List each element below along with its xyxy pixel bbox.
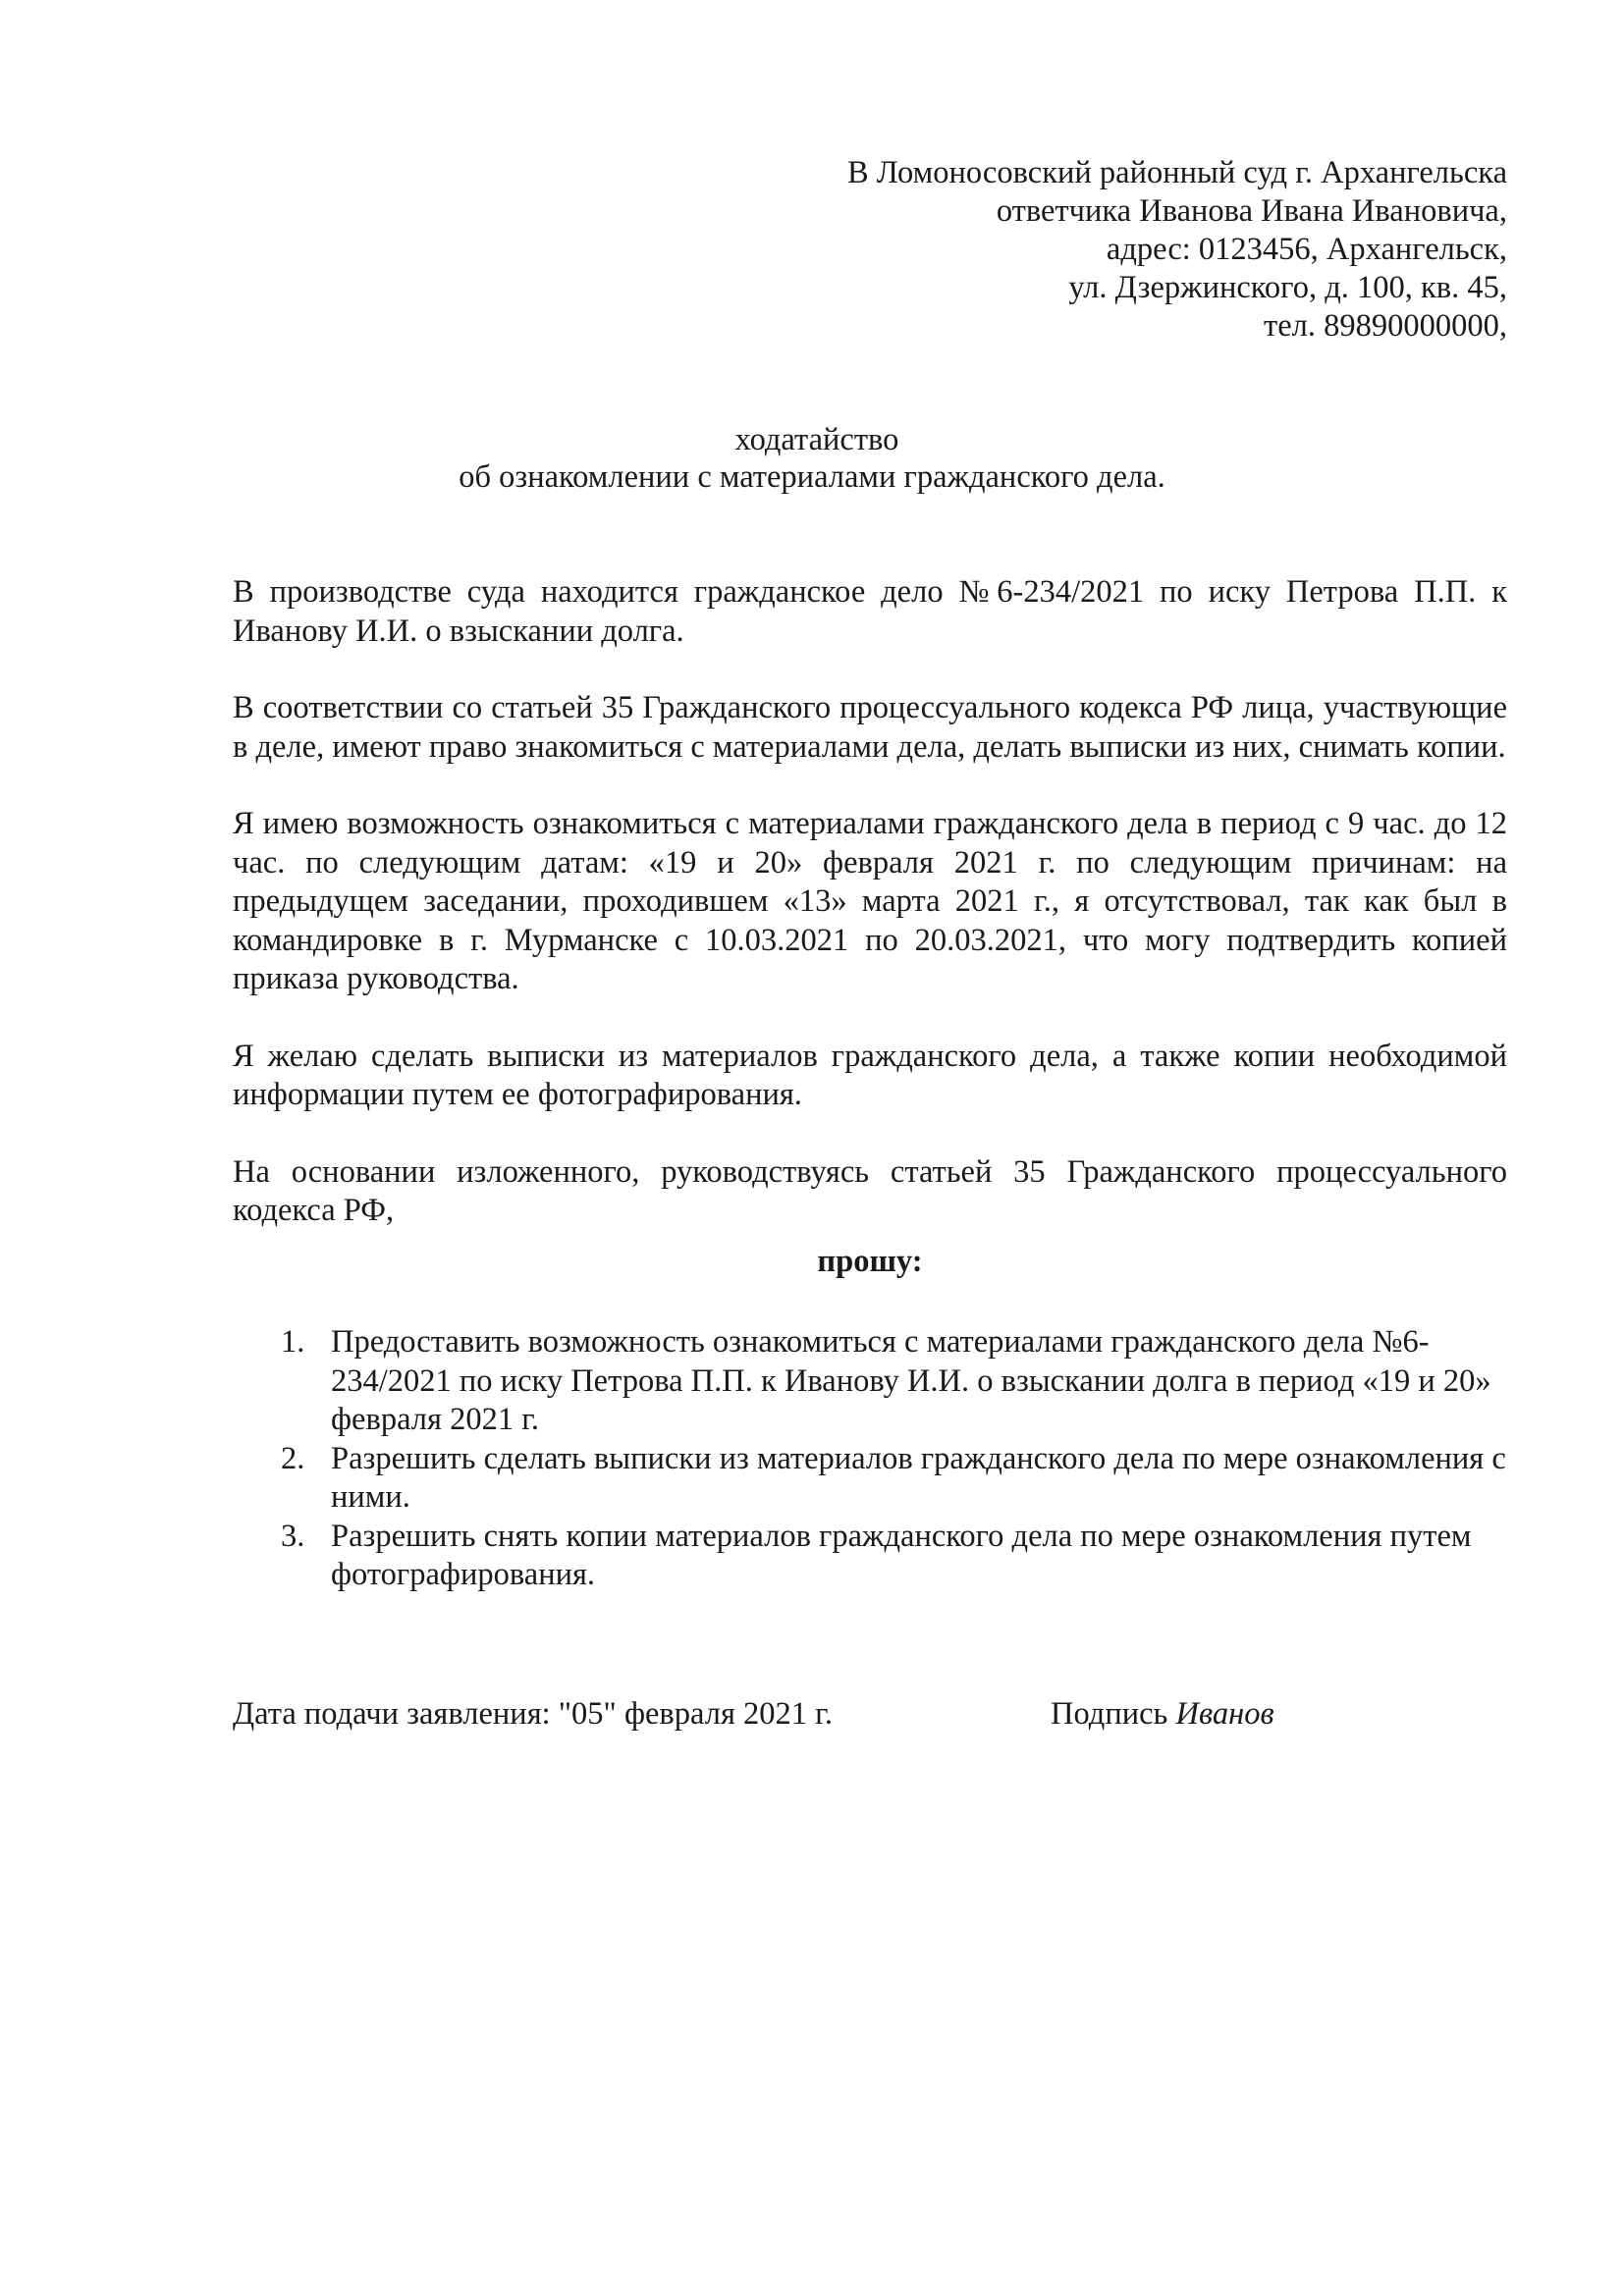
title-line-1: ходатайство: [734, 422, 899, 457]
document-title: [0, 421, 1624, 496]
signature-block: [1051, 1695, 1274, 1735]
list-item-number: 3.: [281, 1518, 305, 1554]
signature: Иванов: [1175, 1696, 1274, 1732]
addressee-block: [847, 154, 1507, 346]
paragraph-basis: На основании изложенного, руководствуясь статьей 35 Гражданского процессуального кодекса РФ,: [233, 1153, 1507, 1228]
header-line-address: адрес: 0123456, Архангельск,: [1106, 232, 1507, 267]
document-body: [233, 573, 1507, 1595]
list-item-text: Разрешить сделать выписки из материалов гражданского дела по мере ознакомления с ними.: [331, 1440, 1506, 1515]
request-heading: прошу:: [817, 1243, 923, 1279]
header-line-court: В Ломоносовский районный суд г. Архангельска: [847, 155, 1507, 190]
signature-label: Подпись: [1051, 1696, 1168, 1732]
paragraph-case: В производстве суда находится гражданское дело №6-234/2021 по иску Петрова П.П. к Иванову И.И. о взыскании долга.: [233, 574, 1507, 649]
list-item: [281, 1440, 1507, 1518]
title-line-2: об ознакомлении с материалами гражданского дела.: [459, 459, 1165, 495]
list-item: [281, 1323, 1507, 1440]
paragraph-availability: Я имею возможность ознакомиться с материалами гражданского дела в период с 9 час. до 12 час. по следующим датам: «19 и 20» февраля 2021 г. по следующим причинам: на предыдущем заседании, проходившем «13» марта 2021 г., я отсутствовал, так как был в командировке в г. Мурманске с 10.03.2021 по 20.03.2021, что могу подтвердить копией приказа руководства.: [233, 806, 1507, 996]
list-item: [281, 1518, 1507, 1595]
list-item-text: Предоставить возможность ознакомиться с материалами гражданского дела №6-234/2021 по иску Петрова П.П. к Иванову И.И. о взыскании долга в период «19 и 20» февраля 2021 г.: [331, 1324, 1491, 1437]
list-item-number: 1.: [281, 1324, 305, 1360]
header-line-street: ул. Дзержинского, д. 100, кв. 45,: [1068, 270, 1507, 305]
request-list: [233, 1323, 1507, 1595]
header-line-phone: тел. 89890000000,: [1264, 308, 1507, 344]
list-item-text: Разрешить снять копии материалов гражданского дела по мере ознакомления путем фотографирования.: [331, 1518, 1472, 1592]
list-item-number: 2.: [281, 1440, 305, 1476]
paragraph-law: В соответствии со статьей 35 Гражданского процессуального кодекса РФ лица, участвующие в деле, имеют право знакомиться с материалами дела, делать выписки из них, снимать копии.: [233, 690, 1507, 765]
header-line-respondent: ответчика Иванова Ивана Ивановича,: [996, 193, 1507, 229]
submission-date: Дата подачи заявления: "05" февраля 2021 г.: [233, 1696, 833, 1732]
paragraph-wish: Я желаю сделать выписки из материалов гражданского дела, а также копии необходимой информации путем ее фотографирования.: [233, 1038, 1507, 1112]
